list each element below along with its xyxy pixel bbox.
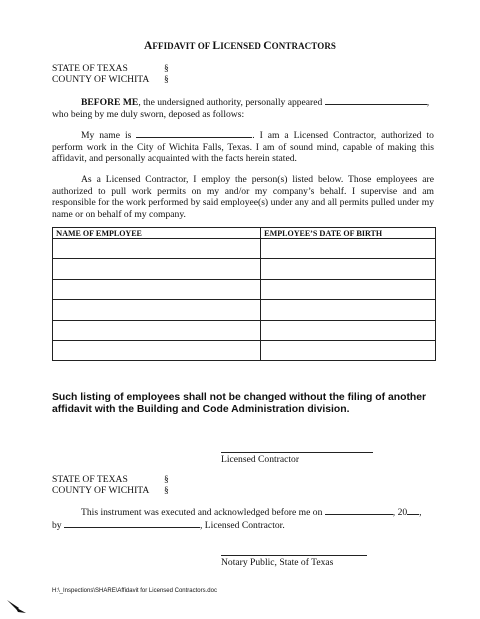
- column-header-date-of-birth: EMPLOYEE’S DATE OF BIRTH: [261, 228, 436, 239]
- section-symbol: §: [164, 73, 169, 85]
- acknowledged-by-field[interactable]: [64, 519, 200, 528]
- acknowledgment-year-field[interactable]: [407, 506, 419, 515]
- employee-name-cell[interactable]: [53, 320, 261, 340]
- appeared-name-field[interactable]: [325, 96, 427, 105]
- file-path-footer: H:\_Inspections\SHARE\Affidavit for Licensed Contractors.doc: [52, 588, 217, 594]
- warning-notice: Such listing of employees shall not be changed without the filing of another affidavit with the Building and Code Administration division.: [52, 392, 427, 415]
- before-me-paragraph: BEFORE ME, the undersigned authority, personally appeared , who being by me duly sworn, deposed as follows:: [52, 97, 430, 120]
- employee-name-cell[interactable]: [53, 259, 261, 279]
- employee-dob-cell[interactable]: [261, 279, 436, 299]
- contractor-name-field[interactable]: [136, 129, 252, 138]
- employee-dob-cell[interactable]: [261, 320, 436, 340]
- acknowledgment-paragraph: This instrument was executed and acknowledged before me on , 20 , by , Licensed Contractor.: [52, 507, 422, 531]
- notary-signature-label: Notary Public, State of Texas: [221, 557, 334, 568]
- contractor-signature-label: Licensed Contractor: [221, 454, 300, 465]
- employee-name-cell[interactable]: [53, 239, 261, 259]
- venue-block-bottom: [52, 475, 169, 496]
- venue-county: COUNTY OF WICHITA: [52, 73, 150, 85]
- employee-name-cell[interactable]: [53, 340, 261, 360]
- employee-name-cell[interactable]: [53, 279, 261, 299]
- notary-signature-line[interactable]: [221, 555, 367, 556]
- corner-arrow-icon: [6, 598, 28, 616]
- employee-dob-cell[interactable]: [261, 259, 436, 279]
- column-header-employee-name: NAME OF EMPLOYEE: [53, 228, 261, 239]
- acknowledgment-date-field[interactable]: [325, 506, 393, 515]
- employee-dob-cell[interactable]: [261, 239, 436, 259]
- table-row: [53, 300, 436, 320]
- table-row: [53, 340, 436, 360]
- section-symbol: §: [164, 474, 169, 485]
- table-row: [53, 320, 436, 340]
- table-row: [53, 239, 436, 259]
- venue-state: STATE OF TEXAS: [52, 474, 128, 485]
- table-row: [53, 279, 436, 299]
- section-symbol: §: [164, 63, 169, 74]
- table-header-row: [53, 228, 436, 239]
- employee-name-cell[interactable]: [53, 300, 261, 320]
- venue-county: COUNTY OF WICHITA: [52, 484, 150, 496]
- employees-paragraph: As a Licensed Contractor, I employ the person(s) listed below. Those employees are authorized to pull work permits on my and/or my company’s behalf. I supervise and am responsible for the work performed by said employee(s) under any and all permits pulled under my name or on behalf of my company.: [52, 174, 434, 220]
- venue-block-top: [52, 64, 169, 85]
- section-symbol: §: [164, 484, 169, 496]
- contractor-signature-line[interactable]: [221, 452, 373, 453]
- table-row: [53, 259, 436, 279]
- before-me-heading: BEFORE ME: [81, 97, 139, 108]
- document-title: AFFIDAVIT OF LICENSED CONTRACTORS: [143, 40, 337, 52]
- employee-dob-cell[interactable]: [261, 300, 436, 320]
- employee-table: [52, 227, 436, 361]
- venue-state: STATE OF TEXAS: [52, 63, 128, 74]
- employee-dob-cell[interactable]: [261, 340, 436, 360]
- name-paragraph: My name is . I am a Licensed Contractor, authorized to perform work in the City of Wichita Falls, Texas. I am of sound mind, capable of making this affidavit, and personally acquainted with the facts herein stated.: [52, 130, 434, 165]
